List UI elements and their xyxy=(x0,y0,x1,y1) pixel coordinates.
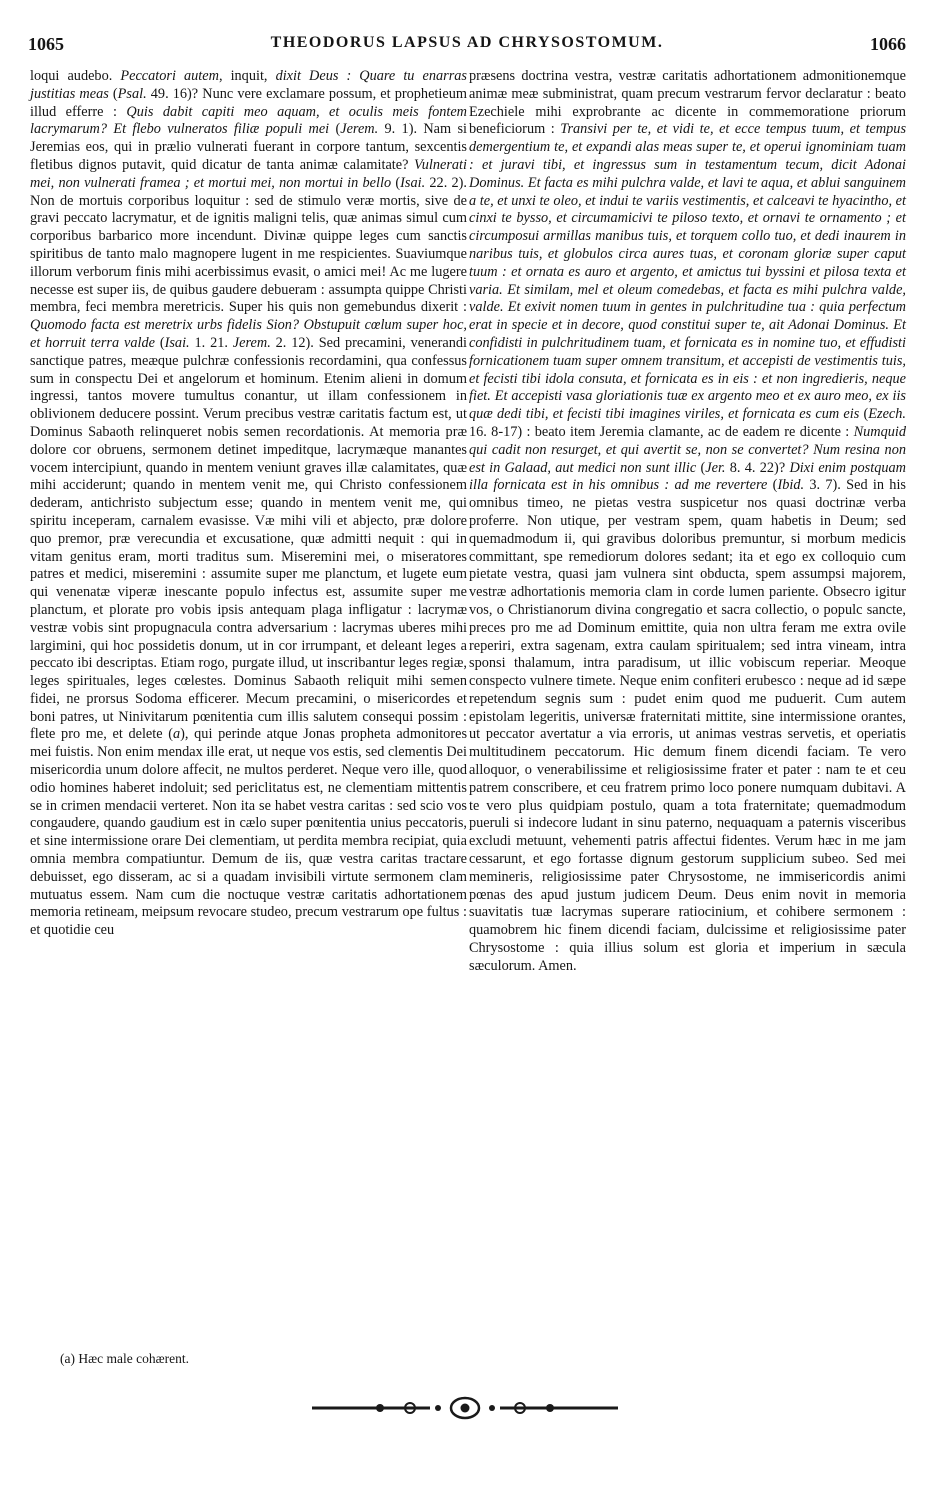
page-number-right: 1066 xyxy=(870,34,906,54)
text-column-left xyxy=(30,68,467,940)
footnote: (a) Hæc male cohærent. xyxy=(60,1351,189,1366)
running-title: THEODORUS LAPSUS AD CHRYSOSTOMUM. xyxy=(270,34,664,51)
body-paragraph-left: loqui audebo. Peccatori autem, inquit, dixit Deus : Quare tu enarras justitias meas (Psal. 49. 16)? Nunc vere exclamare possum, et prophetieum illud efferre : Quis dabit capiti meo aquam, et oculis meis fontem lacrymarum? Et flebo vulneratos filiæ populi mei (Jerem. 9. 1). Nam si Jeremias eos, qui in prælio vulnerati fuerant in corpore tantum, sexcentis fletibus dignos putavit, quid dicatur de tanta animæ calamitate? Vulnerati mei, non vulnerati framea ; et mortui mei, non mortui in bello (Isai. 22. 2). Non de mortuis corporibus loquitur : sed de stimulo veræ mortis, sive de gravi peccato lacrymatur, et de ignitis maligni telis, quæ animas simul cum corporibus barbarico more incendunt. Divinæ quippe leges cum sanctis spiritibus de tanto malo magnopere lugent in me respicientes. Suaviumque illorum verborum finis mihi acerbissimus evasit, o amici mei! Ac me lugere necesse est super iis, de quibus gaudere debueram : assumpta quippe Christi membra, feci membra meretricis. Super his quis non gemebundus dixerit : Quomodo facta est meretrix urbs fidelis Sion? Obstupuit cœlum super hoc, et horruit terra valde (Isai. 1. 21. Jerem. 2. 12). Sed precamini, venerandi sanctique patres, meæque pulchræ confessionis recordamini, qua confessus sum in conspectu Dei et angelorum et hominum. Etenim alieni in domum ingressi, tantos movere tumultus conantur, ut illam confessionem in oblivionem deducere possint. Verum precibus vestræ caritatis factum est, ut Dominus Sabaoth relinqueret nobis semen recordationis. At memoria præ dolore cor obruens, sermonem detinet impeditque, lacrymæque manantes vocem intercipiunt, quando in mentem veniunt graves illæ calamitates, quæ mihi acciderunt; quando in mentem venit me, qui Christo confessionem dederam, antichristo subjectum esse; quando in mentem venit me, qui spiritu inceperam, carnalem evasisse. Væ mihi vili et abjecto, præ dolore quo premor, præ verecundia et excusatione, quæ admitti nequit : qui in vitam genitus eram, morti traditus sum. Miseremini mei, o miseratores patres et medici, miseremini : assumite super me planctum, et lugete eum qui venenatæ viperæ inescante populo infectus est, assumite super me planctum, et plorate pro vobis ipsis antequam plaga infligatur : lacrymæ vestræ vobis sint propugnacula contra adversarium : lacrymas uberes mihi largimini, qui hoc possidetis donum, ut in cor irrumpant, et deleant leges a peccato ibi descriptas. Etiam rogo, purgate illud, ut inscribantur leges regiæ, leges spirituales, leges cœlestes. Dominus Sabaoth reliquit mihi semen fidei, ne prorsus Sodoma efficerer. Mecum precamini, o misericordes et boni patres, ut Ninivitarum pœnitentia cum illis salutem consequi possim : flete pro me, et delete (a), qui perinde atque Jonas propheta admonitores mei fuistis. Non enim mendax ille erat, ut neque vos estis, sed clementis Dei misericordia unum dolore affecit, ne multos perderet. Neque vero ille, quod odio homines haberet indoluit; sed periclitatus est, ne clementiam mittentis se in crimen mendacii verteret. Non ita se habet vestra caritas : sed scio vos congaudere, quando gaudium est in cælo super pœnitentia unius peccatoris, et sine intermissione orare Dei clementiam, ut perdita membra recipiat, quia omnia membra compatiuntur. Demum de iis, quæ vestra caritas tractare debuisset, ego disseram, ac si a quadam invisibili virtute sermonem clam mutuatus essem. Nam cum die noctuque vestræ caritatis adhortationem memoria retineam, meipsum revocare studeo, precum vestrarum ope fultus : et quotidie ceu xyxy=(30,68,468,939)
decorative-rule-icon xyxy=(310,1396,620,1420)
body-paragraph-right: præsens doctrina vestra, vestræ caritatis adhortationem admonitionemque animæ meæ subministrat, quam precum vestrarum fervor declaratur : beato Ezechiele mihi exprobrante ac dicente in commemoratione priorum beneficiorum : Transivi per te, et vidi te, et ecce tempus tuum, et tempus demergentium te, et expandi alas meas super te, et operui ignominiam tuam : et juravi tibi, et ingressus sum in testamentum tecum, dicit Adonai Dominus. Et facta es mihi pulchra valde, et lavi te aqua, et ablui sanguinem a te, et unxi te oleo, et indui te variis vestimentis, et calceavi te hyacintho, et cinxi te bysso, et circumamicivi te piloso texto, et ornavi te ornamento ; et circumposui armillas manibus tuis, et torquem collo tuo, et dedi inaurem in naribus tuis, et globulos circa aures tuas, et coronam gloriæ super caput tuum : et ornata es auro et argento, et amictus tui byssini et pilosa texta et varia. Et similam, mel et oleum comedebas, et facta es mihi pulchra valde, valde. Et exivit nomen tuum in gentes in pulchritudine tua : quia perfectum erat in specie et in decore, quod constitui super te, ait Adonai Dominus. Et confidisti in pulchritudinem tuam, et fornicata es in nomine tuo, et effudisti fornicationem tuam super omnem transitum, et accepisti de vestimentis tuis, et fecisti tibi idola consuta, et fornicata es in eis : et non ingredieris, neque fiet. Et accepisti vasa gloriationis tuæ ex argento meo et ex auro meo, ex iis quæ dedi tibi, et fecisti tibi imagines viriles, et fornicata es cum eis (Ezech. 16. 8-17) : beato item Jeremia clamante, ac de eadem re dicente : Numquid qui cadit non resurget, et qui avertit se, non se convertet? Num resina non est in Galaad, aut medici non sunt illic (Jer. 8. 4. 22)? Dixi enim postquam illa fornicata est in his omnibus : ad me revertere (Ibid. 3. 7). Sed in his omnibus timeo, ne pietas vestra suspicetur nos quasi doctrinæ verba proferre. Non utique, per vestram spem, quam habetis in Deum; sed quemadmodum ii, qui gravibus doloribus premuntur, si morbum medicis committant, spe remediorum dolores sedant; ita et ego ex colloquio cum pietate vestra, quasi jam vulnera sint obducta, spem assumpsi majorem, vestræ adhortationis memoria clam in corde lumen pariente. Obsecro igitur vos, o Christianorum divina congregatio et sacra collectio, o populc sancte, preces pro me ad Dominum emittite, quia non ultra feram me extra ovile reperiri, extra sagenam, extra caulam spiritualem; sed intra vineam, intra sponsi thalamum, intra paradisum, ut illic vobiscum reperiar. Meoque conspecto vulnere timete. Neque enim confiteri erubesco : neque ad id sæpe repetendum segnis sum : pudet enim quod me puduerit. Cum autem epistolam legeritis, universæ fraternitati mittite, sine intermissione orantes, ut peccator avertatur a via erroris, ut animas vestras servetis, et operiatis multitudinem peccatorum. Hic demum finem dicendi faciam. Te vero alloquor, o venerabilissime et religiosissime frater et pater : nam te et ceu patrem conscribere, et ceu fratrem primo loco ponere numquam dubitavi. A te vero plus quidpiam postulo, quam a tota fraternitate; quemadmodum pueruli si indecore ludant in sinu paterno, nequaquam a paternis visceribus excludi metuunt, vehementi patris affectui fidentes. Verum hæc in me jam cessarunt, et ego fortasse dignum gestorum supplicium subeo. Sed mei memineris, religiosissime pater Chrysostome, ne immisericordis animi pœnas des apud justum judicem Deum. Deus enim novit in memoria suavitatis tuæ lacrymas superare ratiocinium, et cohibere sermonem : quamobrem hic finem dicendi faciam, dulcissime et religiosissime pater Chrysostome : quia illius solum est gloria et imperium in sæcula sæculorum. Amen. xyxy=(469,68,907,974)
text-column-right xyxy=(469,68,906,976)
running-header xyxy=(28,34,906,58)
page-number-left: 1065 xyxy=(28,34,64,54)
